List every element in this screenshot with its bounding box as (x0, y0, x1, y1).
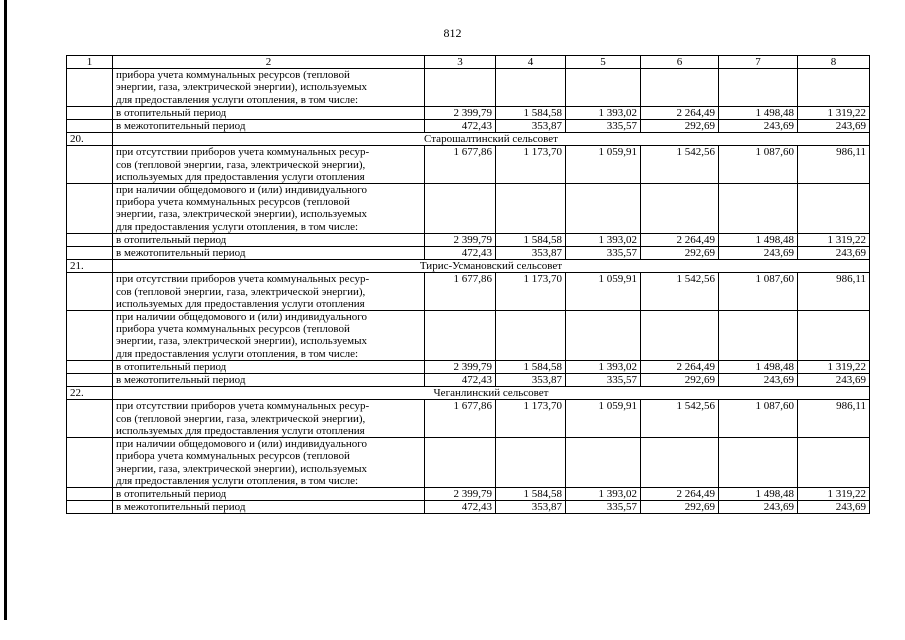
empty-value-cell (425, 438, 496, 488)
empty-value-cell (719, 438, 798, 488)
value-cell: 1 498,48 (719, 360, 798, 373)
interheating-period-row (67, 501, 870, 514)
empty-value-cell (719, 311, 798, 361)
number-cell (67, 374, 113, 387)
section-title-row (67, 260, 870, 273)
value-cell: 243,69 (798, 374, 870, 387)
header-cell: 5 (566, 56, 641, 69)
text-line: при отсутствии приборов учета коммунальных ресур- (116, 400, 370, 413)
number-cell (67, 106, 113, 119)
value-cell: 1 087,60 (719, 273, 798, 311)
value-cell: 335,57 (566, 374, 641, 387)
text-line: прибора учета коммунальных ресурсов (тепловой (116, 323, 350, 336)
text-line: при наличии общедомового и (или) индивидуального (116, 311, 367, 324)
value-cell: 1 059,91 (566, 146, 641, 184)
empty-value-cell (641, 69, 719, 107)
no-meter-row (67, 146, 870, 184)
empty-value-cell (566, 69, 641, 107)
value-cell: 1 677,86 (425, 146, 496, 184)
text-line: энергии, газа, электрической энергии), используемых (116, 81, 367, 94)
interheating-period-row (67, 374, 870, 387)
value-cell: 1 393,02 (566, 487, 641, 500)
row-label: в отопительный период (113, 487, 425, 500)
text-line: для предоставления услуги отопления, в том числе: (116, 474, 359, 487)
empty-value-cell (641, 438, 719, 488)
value-cell: 1 542,56 (641, 273, 719, 311)
heating-period-row (67, 106, 870, 119)
value-cell: 1 584,58 (496, 487, 566, 500)
value-cell: 472,43 (425, 374, 496, 387)
section-title-row (67, 387, 870, 400)
number-cell (67, 360, 113, 373)
empty-value-cell (798, 311, 870, 361)
value-cell: 2 264,49 (641, 487, 719, 500)
number-cell (67, 501, 113, 514)
header-cell: 4 (496, 56, 566, 69)
row-description (113, 69, 425, 107)
empty-value-cell (496, 438, 566, 488)
with-meter-row (67, 311, 870, 361)
empty-value-cell (566, 438, 641, 488)
value-cell: 1 677,86 (425, 400, 496, 438)
number-cell (67, 184, 113, 234)
no-meter-row (67, 400, 870, 438)
value-cell: 243,69 (719, 374, 798, 387)
number-cell (67, 400, 113, 438)
value-cell: 353,87 (496, 501, 566, 514)
value-cell: 1 319,22 (798, 487, 870, 500)
text-line: для предоставления услуги отопления, в том числе: (116, 220, 359, 233)
empty-value-cell (641, 184, 719, 234)
row-label: в межотопительный период (113, 247, 425, 260)
number-cell (67, 120, 113, 133)
value-cell: 243,69 (798, 120, 870, 133)
row-description (113, 400, 425, 438)
value-cell: 353,87 (496, 247, 566, 260)
value-cell: 1 173,70 (496, 273, 566, 311)
value-cell: 335,57 (566, 501, 641, 514)
value-cell: 243,69 (719, 501, 798, 514)
heating-period-row (67, 233, 870, 246)
value-cell: 1 542,56 (641, 400, 719, 438)
text-line: сов (тепловой энергии, газа, электрической энергии), (116, 412, 366, 425)
number-cell (67, 247, 113, 260)
text-line: прибора учета коммунальных ресурсов (тепловой (116, 196, 350, 209)
value-cell: 1 173,70 (496, 400, 566, 438)
value-cell: 243,69 (719, 120, 798, 133)
with-meter-row (67, 184, 870, 234)
text-line: используемых для предоставления услуги отопления (116, 297, 365, 310)
section-number: 21. (67, 260, 113, 273)
section-number: 22. (67, 387, 113, 400)
empty-value-cell (496, 311, 566, 361)
value-cell: 2 399,79 (425, 360, 496, 373)
value-cell: 1 498,48 (719, 106, 798, 119)
empty-value-cell (496, 184, 566, 234)
section-title: Тирис-Усмановский сельсовет (113, 260, 870, 273)
text-line: сов (тепловой энергии, газа, электрической энергии), (116, 285, 366, 298)
number-cell (67, 69, 113, 107)
value-cell: 353,87 (496, 120, 566, 133)
value-cell: 2 264,49 (641, 106, 719, 119)
with-meter-row (67, 438, 870, 488)
value-cell: 292,69 (641, 374, 719, 387)
value-cell: 1 059,91 (566, 273, 641, 311)
row-label: в межотопительный период (113, 120, 425, 133)
row-label: в межотопительный период (113, 374, 425, 387)
value-cell: 353,87 (496, 374, 566, 387)
no-meter-row (67, 273, 870, 311)
header-cell: 3 (425, 56, 496, 69)
value-cell: 243,69 (719, 247, 798, 260)
value-cell: 1 498,48 (719, 487, 798, 500)
text-line: используемых для предоставления услуги отопления (116, 170, 365, 183)
value-cell: 292,69 (641, 501, 719, 514)
text-line: при отсутствии приборов учета коммунальных ресур- (116, 273, 370, 286)
value-cell: 1 087,60 (719, 400, 798, 438)
value-cell: 472,43 (425, 501, 496, 514)
value-cell: 472,43 (425, 120, 496, 133)
section-number: 20. (67, 133, 113, 146)
value-cell: 292,69 (641, 120, 719, 133)
value-cell: 1 059,91 (566, 400, 641, 438)
number-cell (67, 311, 113, 361)
value-cell: 986,11 (798, 146, 870, 184)
row-description (113, 273, 425, 311)
empty-value-cell (566, 311, 641, 361)
header-row (67, 56, 870, 69)
number-cell (67, 233, 113, 246)
empty-value-cell (798, 69, 870, 107)
text-line: для предоставления услуги отопления, в том числе: (116, 93, 359, 106)
value-cell: 1 319,22 (798, 360, 870, 373)
value-cell: 2 399,79 (425, 233, 496, 246)
text-line: при наличии общедомового и (или) индивидуального (116, 438, 367, 451)
binding-margin-line (4, 0, 7, 620)
number-cell (67, 273, 113, 311)
section-title-row (67, 133, 870, 146)
row-label: в отопительный период (113, 360, 425, 373)
text-line: энергии, газа, электрической энергии), используемых (116, 462, 367, 475)
value-cell: 1 393,02 (566, 106, 641, 119)
text-line: прибора учета коммунальных ресурсов (тепловой (116, 450, 350, 463)
text-line: для предоставления услуги отопления, в том числе: (116, 347, 359, 360)
value-cell: 243,69 (798, 247, 870, 260)
empty-value-cell (425, 311, 496, 361)
empty-value-cell (719, 69, 798, 107)
value-cell: 986,11 (798, 400, 870, 438)
number-cell (67, 438, 113, 488)
header-cell: 2 (113, 56, 425, 69)
number-cell (67, 487, 113, 500)
value-cell: 1 542,56 (641, 146, 719, 184)
value-cell: 1 584,58 (496, 233, 566, 246)
value-cell: 1 393,02 (566, 233, 641, 246)
row-description (113, 311, 425, 361)
header-cell: 8 (798, 56, 870, 69)
continuation-row (67, 69, 870, 107)
value-cell: 335,57 (566, 247, 641, 260)
value-cell: 1 173,70 (496, 146, 566, 184)
value-cell: 986,11 (798, 273, 870, 311)
value-cell: 2 399,79 (425, 106, 496, 119)
tariff-table (66, 55, 870, 514)
empty-value-cell (719, 184, 798, 234)
row-description (113, 184, 425, 234)
text-line: при наличии общедомового и (или) индивидуального (116, 184, 367, 197)
value-cell: 1 584,58 (496, 360, 566, 373)
value-cell: 2 264,49 (641, 360, 719, 373)
value-cell: 243,69 (798, 501, 870, 514)
text-line: сов (тепловой энергии, газа, электрической энергии), (116, 158, 366, 171)
text-line: используемых для предоставления услуги отопления (116, 424, 365, 437)
value-cell: 1 498,48 (719, 233, 798, 246)
empty-value-cell (566, 184, 641, 234)
value-cell: 1 319,22 (798, 106, 870, 119)
value-cell: 1 584,58 (496, 106, 566, 119)
empty-value-cell (496, 69, 566, 107)
header-cell: 6 (641, 56, 719, 69)
value-cell: 1 677,86 (425, 273, 496, 311)
heating-period-row (67, 487, 870, 500)
value-cell: 335,57 (566, 120, 641, 133)
text-line: энергии, газа, электрической энергии), используемых (116, 208, 367, 221)
interheating-period-row (67, 247, 870, 260)
number-cell (67, 146, 113, 184)
heating-period-row (67, 360, 870, 373)
section-title: Чеганлинский сельсовет (113, 387, 870, 400)
value-cell: 2 399,79 (425, 487, 496, 500)
value-cell: 292,69 (641, 247, 719, 260)
text-line: при отсутствии приборов учета коммунальных ресур- (116, 146, 370, 159)
empty-value-cell (425, 184, 496, 234)
value-cell: 1 393,02 (566, 360, 641, 373)
interheating-period-row (67, 120, 870, 133)
row-description (113, 146, 425, 184)
row-label: в отопительный период (113, 233, 425, 246)
empty-value-cell (798, 438, 870, 488)
section-title: Старошалтинский сельсовет (113, 133, 870, 146)
empty-value-cell (641, 311, 719, 361)
row-label: в межотопительный период (113, 501, 425, 514)
value-cell: 2 264,49 (641, 233, 719, 246)
value-cell: 1 319,22 (798, 233, 870, 246)
value-cell: 472,43 (425, 247, 496, 260)
page-number: 812 (443, 26, 462, 40)
empty-value-cell (425, 69, 496, 107)
row-description (113, 438, 425, 488)
header-cell: 1 (67, 56, 113, 69)
header-cell: 7 (719, 56, 798, 69)
row-label: в отопительный период (113, 106, 425, 119)
value-cell: 1 087,60 (719, 146, 798, 184)
text-line: энергии, газа, электрической энергии), используемых (116, 335, 367, 348)
empty-value-cell (798, 184, 870, 234)
text-line: прибора учета коммунальных ресурсов (тепловой (116, 69, 350, 82)
